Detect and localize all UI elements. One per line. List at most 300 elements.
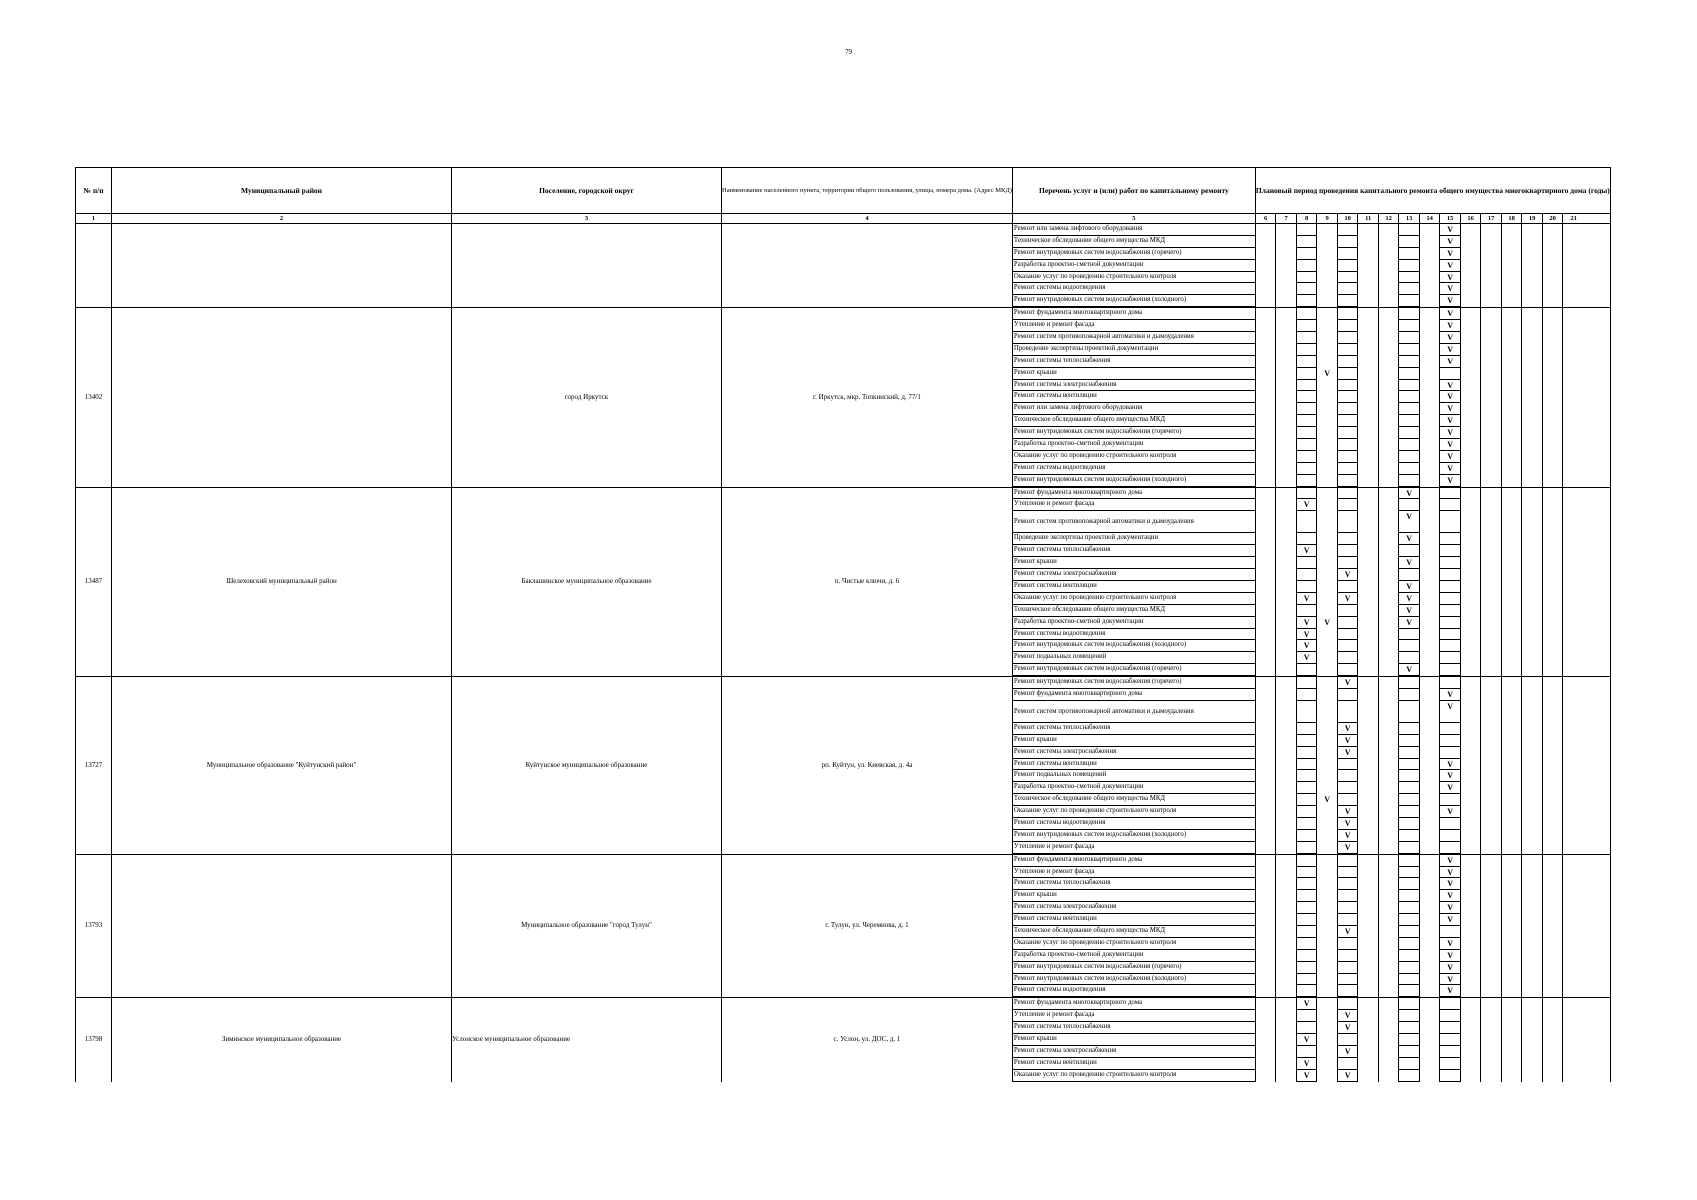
year-cell-18: [1502, 794, 1523, 806]
year-cell-10: [1338, 1034, 1359, 1046]
year-cell-18: [1502, 272, 1523, 284]
work-item: Разработка проектно-сметной документации: [1013, 439, 1255, 451]
year-cell-21: [1563, 629, 1584, 641]
year-cell-15: [1440, 1070, 1461, 1082]
year-cell-8: [1297, 830, 1318, 842]
year-cell-19: [1522, 701, 1543, 723]
year-cell-12: [1379, 488, 1400, 500]
year-cell-9: [1317, 914, 1338, 926]
year-cell-8: [1297, 224, 1318, 236]
year-cell-13: [1399, 962, 1420, 974]
year-cell-9: [1317, 818, 1338, 830]
year-cell-7: [1276, 236, 1297, 248]
house-id: [76, 224, 112, 308]
year-mark: V: [1440, 782, 1461, 794]
year-row: [1256, 332, 1610, 344]
year-cell-16: [1461, 308, 1482, 320]
year-cell-12: [1379, 499, 1400, 511]
year-cell-19: [1522, 926, 1543, 938]
year-mark: V: [1440, 248, 1461, 260]
year-cell-10: [1338, 295, 1359, 307]
year-cell-16: [1461, 985, 1482, 997]
year-cell-11: [1358, 605, 1379, 617]
year-cell-20: [1543, 782, 1564, 794]
year-cell-14: [1420, 415, 1441, 427]
year-cell-16: [1461, 914, 1482, 926]
house-address: с. Услон, ул. ДОС, д. 1: [722, 998, 1013, 1082]
year-cell-18: [1502, 806, 1523, 818]
year-cell-19: [1522, 1034, 1543, 1046]
year-cell-11: [1358, 488, 1379, 500]
year-cell-18: [1502, 605, 1523, 617]
year-row: [1256, 593, 1610, 605]
year-cell-21: [1563, 770, 1584, 782]
year-cell-14: [1420, 499, 1441, 511]
year-cell-7: [1276, 1058, 1297, 1070]
year-cell-21: [1563, 569, 1584, 581]
year-cell-13: [1399, 308, 1420, 320]
year-cell-8: [1297, 794, 1318, 806]
year-cell-18: [1502, 344, 1523, 356]
year-cell-16: [1461, 557, 1482, 569]
year-cell-6: [1256, 308, 1277, 320]
work-item: Ремонт подвальных помещений: [1013, 652, 1255, 664]
year-cell-16: [1461, 998, 1482, 1010]
year-row: [1256, 1058, 1610, 1070]
year-cell-19: [1522, 818, 1543, 830]
year-cell-6: [1256, 295, 1277, 307]
year-mark: V: [1440, 236, 1461, 248]
year-mark: V: [1440, 403, 1461, 415]
year-cell-8: [1297, 723, 1318, 735]
year-cell-7: [1276, 308, 1297, 320]
year-cell-13: [1399, 735, 1420, 747]
year-cell-19: [1522, 224, 1543, 236]
year-cell-21: [1563, 427, 1584, 439]
year-cell-13: [1399, 439, 1420, 451]
year-mark: V: [1440, 463, 1461, 475]
year-cell-19: [1522, 1070, 1543, 1082]
year-mark: V: [1440, 295, 1461, 307]
year-cell-12: [1379, 689, 1400, 701]
year-cell-18: [1502, 770, 1523, 782]
work-item: Техническое обследование общего имущества МКД: [1013, 236, 1255, 248]
header-number: № п/п: [76, 168, 112, 214]
year-cell-12: [1379, 974, 1400, 986]
year-cell-12: [1379, 545, 1400, 557]
header-settlement: Поселение, городской округ: [452, 168, 722, 214]
year-cell-18: [1502, 415, 1523, 427]
header-address: Наименование населенного пункта, территории общего пользования, улицы, номера дома. (Адрес МКД): [722, 168, 1013, 214]
year-cell-11: [1358, 806, 1379, 818]
year-cell-19: [1522, 427, 1543, 439]
colnum-18: 18: [1502, 214, 1523, 223]
year-cell-9: [1317, 723, 1338, 735]
work-item: Ремонт внутридомовых систем водоснабжения (горячего): [1013, 248, 1255, 260]
year-cell-8: [1297, 914, 1318, 926]
year-cell-7: [1276, 794, 1297, 806]
year-cell-19: [1522, 581, 1543, 593]
year-cell-6: [1256, 926, 1277, 938]
year-cell-7: [1276, 1070, 1297, 1082]
year-cell-14: [1420, 747, 1441, 759]
year-cell-13: [1399, 985, 1420, 997]
year-cell-6: [1256, 260, 1277, 272]
work-item: Оказание услуг по проведению строительного контроля: [1013, 938, 1255, 950]
year-cell-12: [1379, 320, 1400, 332]
year-cell-13: [1399, 926, 1420, 938]
year-cell-7: [1276, 818, 1297, 830]
year-cell-18: [1502, 593, 1523, 605]
year-cell-21: [1563, 511, 1584, 533]
year-cell-9: [1317, 962, 1338, 974]
house-group: [76, 854, 1611, 998]
year-cell-17: [1481, 842, 1502, 854]
year-cell-18: [1502, 640, 1523, 652]
year-cell-15: [1440, 605, 1461, 617]
year-cell-17: [1481, 545, 1502, 557]
year-cell-6: [1256, 320, 1277, 332]
year-mark: V: [1338, 723, 1359, 735]
year-cell-14: [1420, 629, 1441, 641]
year-cell-18: [1502, 511, 1523, 533]
year-cell-14: [1420, 569, 1441, 581]
year-cell-11: [1358, 914, 1379, 926]
year-cell-18: [1502, 652, 1523, 664]
year-cell-6: [1256, 806, 1277, 818]
year-mark: V: [1440, 320, 1461, 332]
year-cell-20: [1543, 475, 1564, 487]
year-mark: V: [1440, 451, 1461, 463]
work-item: Ремонт системы теплоснабжения: [1013, 723, 1255, 735]
year-cell-17: [1481, 224, 1502, 236]
work-item: Ремонт крыши: [1013, 1034, 1255, 1046]
year-cell-15: [1440, 818, 1461, 830]
year-cell-10: [1338, 605, 1359, 617]
year-cell-7: [1276, 380, 1297, 392]
work-item: Ремонт системы вентиляции: [1013, 759, 1255, 771]
year-cell-17: [1481, 1058, 1502, 1070]
year-cell-18: [1502, 283, 1523, 295]
year-cell-16: [1461, 759, 1482, 771]
year-cell-7: [1276, 511, 1297, 533]
work-item: Разработка проектно-сметной документации: [1013, 950, 1255, 962]
year-cell-9: [1317, 747, 1338, 759]
year-cell-17: [1481, 770, 1502, 782]
year-cell-13: [1399, 380, 1420, 392]
year-cell-17: [1481, 308, 1502, 320]
work-item: Ремонт системы вентиляции: [1013, 581, 1255, 593]
year-cell-18: [1502, 1022, 1523, 1034]
year-mark: V: [1440, 380, 1461, 392]
colnum-7: 7: [1276, 214, 1297, 223]
year-cell-7: [1276, 950, 1297, 962]
works-list: [1012, 224, 1255, 308]
year-cell-20: [1543, 974, 1564, 986]
year-cell-16: [1461, 747, 1482, 759]
year-cell-19: [1522, 295, 1543, 307]
year-cell-10: [1338, 248, 1359, 260]
year-cell-13: [1399, 463, 1420, 475]
year-cell-21: [1563, 260, 1584, 272]
year-cell-19: [1522, 605, 1543, 617]
year-cell-14: [1420, 677, 1441, 689]
year-cell-19: [1522, 664, 1543, 676]
year-cell-13: [1399, 890, 1420, 902]
year-mark: V: [1338, 747, 1359, 759]
year-cell-18: [1502, 950, 1523, 962]
year-cell-8: [1297, 308, 1318, 320]
year-cell-8: [1297, 451, 1318, 463]
year-cell-8: [1297, 463, 1318, 475]
year-cell-13: [1399, 1022, 1420, 1034]
year-cell-16: [1461, 1058, 1482, 1070]
year-cell-16: [1461, 890, 1482, 902]
year-mark: V: [1440, 391, 1461, 403]
year-cell-20: [1543, 569, 1564, 581]
year-cell-15: [1440, 830, 1461, 842]
year-row: [1256, 391, 1610, 403]
year-cell-21: [1563, 974, 1584, 986]
year-cell-15: [1440, 545, 1461, 557]
year-cell-8: [1297, 511, 1318, 533]
year-cell-20: [1543, 640, 1564, 652]
settlement-name: Услонское муниципальное образование: [452, 998, 722, 1082]
year-cell-14: [1420, 224, 1441, 236]
year-cell-6: [1256, 475, 1277, 487]
district-name: [112, 308, 452, 487]
year-cell-8: [1297, 356, 1318, 368]
year-cell-14: [1420, 689, 1441, 701]
year-cell-11: [1358, 985, 1379, 997]
colnum-17: 17: [1481, 214, 1502, 223]
year-cell-9: [1317, 283, 1338, 295]
work-item: Утепление и ремонт фасада: [1013, 320, 1255, 332]
year-cell-17: [1481, 806, 1502, 818]
year-cell-18: [1502, 1070, 1523, 1082]
work-item: Ремонт системы водоотведения: [1013, 818, 1255, 830]
year-cell-19: [1522, 356, 1543, 368]
year-cell-18: [1502, 320, 1523, 332]
work-item: Ремонт системы теплоснабжения: [1013, 356, 1255, 368]
year-cell-11: [1358, 677, 1379, 689]
work-item: Утепление и ремонт фасада: [1013, 842, 1255, 854]
year-mark: V: [1440, 770, 1461, 782]
year-cell-12: [1379, 617, 1400, 629]
year-cell-14: [1420, 427, 1441, 439]
year-cell-16: [1461, 640, 1482, 652]
year-cell-9: [1317, 224, 1338, 236]
header-period: Плановый период проведения капитального ремонта общего имущества многоквартирного дома (годы): [1255, 168, 1610, 214]
year-cell-20: [1543, 368, 1564, 380]
year-cell-14: [1420, 356, 1441, 368]
year-cell-12: [1379, 1046, 1400, 1058]
year-mark: V: [1440, 344, 1461, 356]
year-cell-6: [1256, 593, 1277, 605]
year-cell-7: [1276, 652, 1297, 664]
year-cell-14: [1420, 545, 1441, 557]
year-mark: V: [1440, 962, 1461, 974]
year-cell-8: [1297, 391, 1318, 403]
year-mark: V: [1440, 701, 1461, 723]
year-cell-18: [1502, 488, 1523, 500]
year-cell-11: [1358, 557, 1379, 569]
year-cell-18: [1502, 998, 1523, 1010]
work-item: Техническое обследование общего имущества МКД: [1013, 415, 1255, 427]
year-cell-18: [1502, 439, 1523, 451]
year-cell-21: [1563, 415, 1584, 427]
year-cell-20: [1543, 451, 1564, 463]
year-cell-18: [1502, 260, 1523, 272]
year-cell-21: [1563, 794, 1584, 806]
year-cell-13: [1399, 855, 1420, 867]
year-cell-16: [1461, 569, 1482, 581]
year-cell-7: [1276, 451, 1297, 463]
year-cell-7: [1276, 320, 1297, 332]
year-cell-19: [1522, 1010, 1543, 1022]
year-cell-6: [1256, 701, 1277, 723]
year-cell-11: [1358, 1034, 1379, 1046]
year-cell-11: [1358, 926, 1379, 938]
year-cell-11: [1358, 224, 1379, 236]
year-cell-9: [1317, 403, 1338, 415]
work-item: Оказание услуг по проведению строительного контроля: [1013, 272, 1255, 284]
year-cell-20: [1543, 272, 1564, 284]
year-cell-14: [1420, 344, 1441, 356]
year-cell-13: [1399, 689, 1420, 701]
year-cell-14: [1420, 701, 1441, 723]
year-cell-12: [1379, 475, 1400, 487]
year-cell-12: [1379, 652, 1400, 664]
year-row: [1256, 617, 1610, 629]
year-cell-11: [1358, 1058, 1379, 1070]
year-cell-10: [1338, 344, 1359, 356]
year-cell-10: [1338, 308, 1359, 320]
year-mark: V: [1338, 593, 1359, 605]
year-cell-11: [1358, 248, 1379, 260]
year-cell-17: [1481, 723, 1502, 735]
year-cell-7: [1276, 629, 1297, 641]
year-mark: V: [1338, 818, 1359, 830]
work-item: Оказание услуг по проведению строительного контроля: [1013, 451, 1255, 463]
year-cell-10: [1338, 581, 1359, 593]
year-cell-19: [1522, 308, 1543, 320]
year-cell-19: [1522, 569, 1543, 581]
year-cell-11: [1358, 403, 1379, 415]
year-row: [1256, 689, 1610, 701]
year-cell-21: [1563, 782, 1584, 794]
year-cell-16: [1461, 962, 1482, 974]
work-item: Разработка проектно-сметной документации: [1013, 260, 1255, 272]
year-cell-12: [1379, 782, 1400, 794]
year-cell-16: [1461, 664, 1482, 676]
year-cell-12: [1379, 463, 1400, 475]
colnum-11: 11: [1358, 214, 1379, 223]
year-cell-7: [1276, 581, 1297, 593]
year-cell-19: [1522, 938, 1543, 950]
year-cell-20: [1543, 759, 1564, 771]
year-cell-13: [1399, 569, 1420, 581]
year-cell-6: [1256, 439, 1277, 451]
year-cell-21: [1563, 664, 1584, 676]
work-item: Проведение экспертизы проектной документации: [1013, 533, 1255, 545]
year-cell-10: [1338, 488, 1359, 500]
year-cell-17: [1481, 236, 1502, 248]
year-cell-13: [1399, 248, 1420, 260]
year-mark: V: [1338, 677, 1359, 689]
year-cell-9: [1317, 735, 1338, 747]
column-number-row: [76, 214, 1611, 224]
year-cell-10: [1338, 283, 1359, 295]
year-cell-19: [1522, 344, 1543, 356]
work-item: Ремонт фундамента многоквартирного дома: [1013, 855, 1255, 867]
year-cell-11: [1358, 878, 1379, 890]
year-cell-20: [1543, 463, 1564, 475]
year-cell-10: [1338, 782, 1359, 794]
year-cell-21: [1563, 926, 1584, 938]
year-cell-15: [1440, 511, 1461, 533]
year-row: [1256, 463, 1610, 475]
year-mark: V: [1440, 890, 1461, 902]
year-cell-20: [1543, 605, 1564, 617]
year-cell-20: [1543, 344, 1564, 356]
year-cell-18: [1502, 1010, 1523, 1022]
year-cell-16: [1461, 701, 1482, 723]
year-cell-10: [1338, 380, 1359, 392]
year-cell-13: [1399, 1058, 1420, 1070]
year-cell-9: [1317, 380, 1338, 392]
year-cell-6: [1256, 283, 1277, 295]
year-cell-20: [1543, 511, 1564, 533]
year-cell-14: [1420, 890, 1441, 902]
year-cell-11: [1358, 415, 1379, 427]
year-cell-17: [1481, 640, 1502, 652]
year-cell-13: [1399, 415, 1420, 427]
year-cell-16: [1461, 878, 1482, 890]
year-cell-18: [1502, 782, 1523, 794]
year-cell-15: [1440, 1022, 1461, 1034]
year-mark: V: [1399, 511, 1420, 533]
year-row: [1256, 867, 1610, 879]
year-cell-21: [1563, 914, 1584, 926]
year-cell-18: [1502, 557, 1523, 569]
year-cell-17: [1481, 475, 1502, 487]
year-mark: V: [1317, 368, 1338, 380]
year-cell-7: [1276, 830, 1297, 842]
year-cell-10: [1338, 1058, 1359, 1070]
page-number: 79: [845, 48, 852, 56]
year-cell-19: [1522, 723, 1543, 735]
year-cell-18: [1502, 747, 1523, 759]
year-cell-19: [1522, 533, 1543, 545]
year-cell-18: [1502, 759, 1523, 771]
year-cell-19: [1522, 640, 1543, 652]
year-cell-18: [1502, 581, 1523, 593]
year-cell-9: [1317, 272, 1338, 284]
year-cell-18: [1502, 545, 1523, 557]
year-cell-9: [1317, 557, 1338, 569]
year-cell-17: [1481, 617, 1502, 629]
year-cell-12: [1379, 1022, 1400, 1034]
year-cell-7: [1276, 664, 1297, 676]
year-cell-9: [1317, 640, 1338, 652]
year-cell-9: [1317, 1022, 1338, 1034]
colnum-4: 4: [722, 214, 1013, 224]
year-cell-12: [1379, 236, 1400, 248]
year-cell-14: [1420, 842, 1441, 854]
year-cell-11: [1358, 735, 1379, 747]
year-mark: V: [1297, 1034, 1318, 1046]
